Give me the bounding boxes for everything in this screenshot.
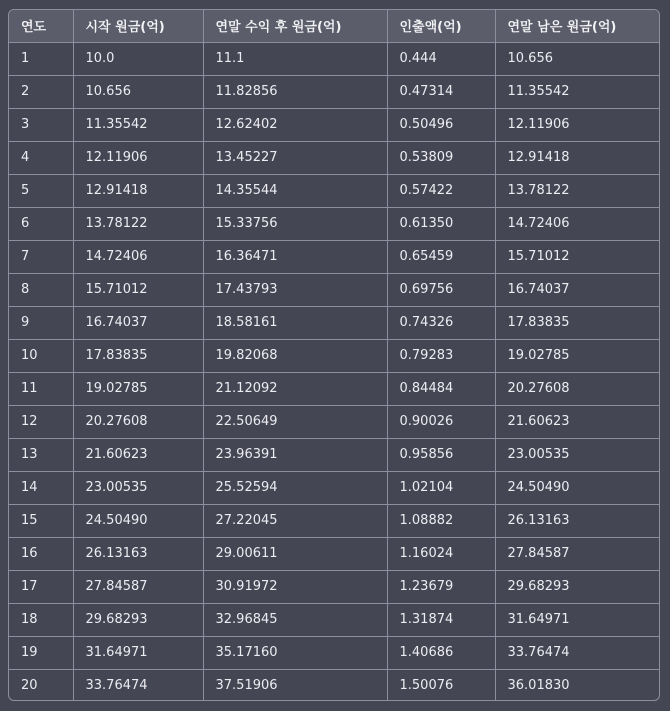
cell-year: 4: [9, 141, 73, 174]
cell-start-principal: 14.72406: [73, 240, 203, 273]
cell-start-principal: 24.50490: [73, 504, 203, 537]
cell-year: 9: [9, 306, 73, 339]
column-header-year: 연도: [9, 10, 73, 42]
cell-withdrawal: 0.84484: [387, 372, 495, 405]
cell-year-end-remaining: 29.68293: [495, 570, 659, 603]
cell-year-end-after-return: 18.58161: [203, 306, 387, 339]
cell-year: 19: [9, 636, 73, 669]
results-table-container: [8, 9, 660, 701]
cell-year-end-remaining: 23.00535: [495, 438, 659, 471]
cell-year-end-remaining: 36.01830: [495, 669, 659, 701]
cell-year-end-remaining: 12.91418: [495, 141, 659, 174]
column-header-year-end-after-return: 연말 수익 후 원금(억): [203, 10, 387, 42]
cell-year-end-remaining: 12.11906: [495, 108, 659, 141]
cell-year: 15: [9, 504, 73, 537]
cell-withdrawal: 0.95856: [387, 438, 495, 471]
cell-year: 1: [9, 42, 73, 75]
cell-year-end-after-return: 19.82068: [203, 339, 387, 372]
table-row: [9, 207, 659, 240]
cell-year-end-after-return: 23.96391: [203, 438, 387, 471]
cell-year-end-remaining: 14.72406: [495, 207, 659, 240]
cell-withdrawal: 0.61350: [387, 207, 495, 240]
table-body: [9, 42, 659, 701]
cell-start-principal: 17.83835: [73, 339, 203, 372]
cell-year-end-after-return: 16.36471: [203, 240, 387, 273]
cell-year-end-after-return: 37.51906: [203, 669, 387, 701]
table-row: [9, 438, 659, 471]
table-row: [9, 75, 659, 108]
cell-withdrawal: 0.79283: [387, 339, 495, 372]
cell-withdrawal: 1.31874: [387, 603, 495, 636]
table-row: [9, 636, 659, 669]
cell-year: 16: [9, 537, 73, 570]
cell-year-end-remaining: 17.83835: [495, 306, 659, 339]
cell-year-end-after-return: 13.45227: [203, 141, 387, 174]
cell-start-principal: 16.74037: [73, 306, 203, 339]
table-row: [9, 603, 659, 636]
cell-year-end-after-return: 11.82856: [203, 75, 387, 108]
column-header-start-principal: 시작 원금(억): [73, 10, 203, 42]
cell-year-end-after-return: 30.91972: [203, 570, 387, 603]
cell-start-principal: 33.76474: [73, 669, 203, 701]
cell-start-principal: 10.0: [73, 42, 203, 75]
cell-withdrawal: 0.69756: [387, 273, 495, 306]
cell-year: 18: [9, 603, 73, 636]
cell-year-end-after-return: 22.50649: [203, 405, 387, 438]
cell-withdrawal: 0.50496: [387, 108, 495, 141]
cell-withdrawal: 1.08882: [387, 504, 495, 537]
cell-year: 7: [9, 240, 73, 273]
cell-start-principal: 19.02785: [73, 372, 203, 405]
table-row: [9, 570, 659, 603]
cell-start-principal: 20.27608: [73, 405, 203, 438]
cell-withdrawal: 1.40686: [387, 636, 495, 669]
cell-start-principal: 27.84587: [73, 570, 203, 603]
cell-year-end-remaining: 11.35542: [495, 75, 659, 108]
cell-withdrawal: 0.57422: [387, 174, 495, 207]
cell-year-end-after-return: 14.35544: [203, 174, 387, 207]
table-row: [9, 339, 659, 372]
cell-year-end-after-return: 15.33756: [203, 207, 387, 240]
cell-year: 8: [9, 273, 73, 306]
cell-withdrawal: 0.444: [387, 42, 495, 75]
cell-withdrawal: 0.47314: [387, 75, 495, 108]
cell-year-end-after-return: 21.12092: [203, 372, 387, 405]
cell-withdrawal: 0.53809: [387, 141, 495, 174]
cell-start-principal: 31.64971: [73, 636, 203, 669]
cell-year-end-remaining: 16.74037: [495, 273, 659, 306]
cell-year: 5: [9, 174, 73, 207]
cell-year-end-remaining: 10.656: [495, 42, 659, 75]
cell-start-principal: 13.78122: [73, 207, 203, 240]
cell-start-principal: 10.656: [73, 75, 203, 108]
cell-withdrawal: 1.23679: [387, 570, 495, 603]
cell-withdrawal: 1.16024: [387, 537, 495, 570]
cell-year-end-after-return: 17.43793: [203, 273, 387, 306]
cell-withdrawal: 0.65459: [387, 240, 495, 273]
cell-year-end-after-return: 25.52594: [203, 471, 387, 504]
cell-year: 14: [9, 471, 73, 504]
cell-year-end-remaining: 15.71012: [495, 240, 659, 273]
table-row: [9, 108, 659, 141]
cell-year: 2: [9, 75, 73, 108]
cell-year-end-remaining: 20.27608: [495, 372, 659, 405]
cell-year-end-remaining: 26.13163: [495, 504, 659, 537]
column-header-year-end-remaining: 연말 남은 원금(억): [495, 10, 659, 42]
cell-year-end-after-return: 29.00611: [203, 537, 387, 570]
cell-year-end-after-return: 32.96845: [203, 603, 387, 636]
column-header-withdrawal: 인출액(억): [387, 10, 495, 42]
cell-year-end-after-return: 35.17160: [203, 636, 387, 669]
cell-start-principal: 21.60623: [73, 438, 203, 471]
table-row: [9, 504, 659, 537]
table-row: [9, 471, 659, 504]
cell-year: 10: [9, 339, 73, 372]
cell-year-end-remaining: 27.84587: [495, 537, 659, 570]
cell-year-end-after-return: 12.62402: [203, 108, 387, 141]
cell-withdrawal: 1.02104: [387, 471, 495, 504]
cell-withdrawal: 0.74326: [387, 306, 495, 339]
cell-start-principal: 15.71012: [73, 273, 203, 306]
header-row: [9, 10, 659, 42]
cell-year: 13: [9, 438, 73, 471]
cell-withdrawal: 1.50076: [387, 669, 495, 701]
cell-year: 17: [9, 570, 73, 603]
table-row: [9, 42, 659, 75]
cell-year: 3: [9, 108, 73, 141]
cell-start-principal: 12.11906: [73, 141, 203, 174]
cell-year-end-remaining: 21.60623: [495, 405, 659, 438]
table-row: [9, 306, 659, 339]
cell-year: 20: [9, 669, 73, 701]
cell-year-end-remaining: 33.76474: [495, 636, 659, 669]
cell-year-end-remaining: 31.64971: [495, 603, 659, 636]
cell-start-principal: 12.91418: [73, 174, 203, 207]
cell-year-end-remaining: 13.78122: [495, 174, 659, 207]
table-row: [9, 405, 659, 438]
cell-year-end-remaining: 24.50490: [495, 471, 659, 504]
cell-year-end-after-return: 11.1: [203, 42, 387, 75]
cell-withdrawal: 0.90026: [387, 405, 495, 438]
cell-year-end-remaining: 19.02785: [495, 339, 659, 372]
cell-year: 11: [9, 372, 73, 405]
table-row: [9, 669, 659, 701]
cell-year: 12: [9, 405, 73, 438]
table-header: [9, 10, 659, 42]
table-row: [9, 372, 659, 405]
cell-start-principal: 29.68293: [73, 603, 203, 636]
cell-start-principal: 26.13163: [73, 537, 203, 570]
table-row: [9, 537, 659, 570]
cell-start-principal: 23.00535: [73, 471, 203, 504]
table-row: [9, 141, 659, 174]
withdrawal-schedule-table: [9, 10, 659, 701]
table-row: [9, 273, 659, 306]
cell-start-principal: 11.35542: [73, 108, 203, 141]
cell-year-end-after-return: 27.22045: [203, 504, 387, 537]
cell-year: 6: [9, 207, 73, 240]
table-row: [9, 174, 659, 207]
table-row: [9, 240, 659, 273]
